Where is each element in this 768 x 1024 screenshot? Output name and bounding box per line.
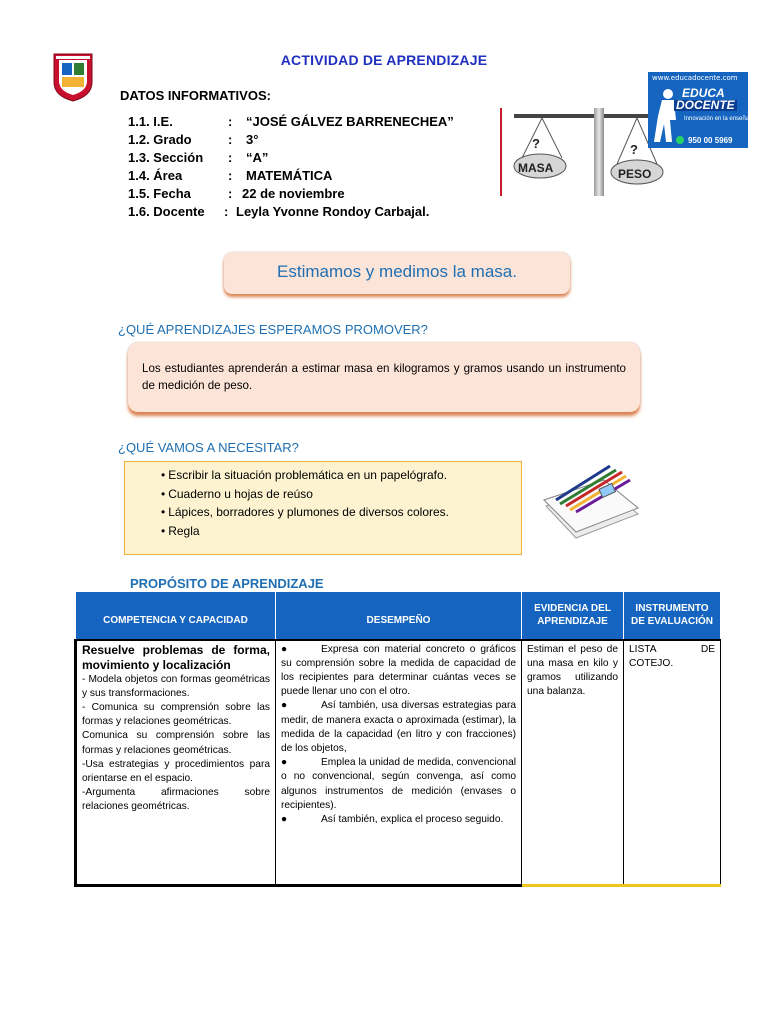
info-sep: : bbox=[228, 114, 233, 129]
list-item: • Escribir la situación problemática en un papelógrafo. bbox=[161, 466, 521, 485]
info-row-area bbox=[128, 168, 332, 183]
list-item: • Cuaderno u hojas de reúso bbox=[161, 485, 521, 504]
competencia-title: Resuelve problemas de forma, movimiento y localización bbox=[82, 642, 270, 672]
desempeno-cell bbox=[276, 640, 522, 886]
info-value: Leyla Yvonne Rondoy Carbajal. bbox=[236, 204, 430, 219]
info-value: 3° bbox=[246, 132, 259, 147]
header-evidencia: EVIDENCIA DEL APRENDIZAJE bbox=[522, 592, 624, 640]
info-label: 1.4. Área bbox=[128, 168, 183, 183]
desempeno-text: Así también, explica el proceso seguido. bbox=[321, 813, 504, 825]
list-item bbox=[281, 699, 516, 756]
evidencia-cell: Estiman el peso de una masa en kilo y gramos utilizando una balanza. bbox=[522, 640, 624, 886]
list-item: - Modela objetos con formas geométricas y sus transformaciones. bbox=[82, 673, 270, 699]
info-value: “JOSÉ GÁLVEZ BARRENECHEA” bbox=[246, 114, 454, 129]
balance-scale-image bbox=[500, 108, 660, 196]
badge-line2: DOCENTE bbox=[676, 98, 735, 112]
bullet-icon: ● bbox=[281, 700, 288, 712]
info-row-seccion bbox=[128, 150, 268, 165]
list-item: -Usa estrategias y procedimientos para orientarse en el espacio. bbox=[82, 758, 270, 784]
desempeno-text: Expresa con material concreto o gráficos su comprensión sobre la medida de capacidad de los recipientes para determinar cuántas veces se puede llenar uno con el otro. bbox=[281, 643, 516, 698]
scale-label-peso: PESO bbox=[618, 167, 652, 181]
desempeno-text: Emplea la unidad de medida, convencional o no convencional, según convenga, así como algunos instrumentos de medición (envases o recipientes). bbox=[281, 757, 516, 811]
info-value: 22 de noviembre bbox=[242, 186, 345, 201]
list-item: Comunica su comprensión sobre las formas y relaciones geométricas. bbox=[82, 730, 270, 756]
info-row-ie bbox=[128, 114, 454, 129]
page-title: ACTIVIDAD DE APRENDIZAJE bbox=[280, 52, 488, 68]
info-row-docente bbox=[128, 204, 429, 219]
desempeno-text: Así también, usa diversas estrategias para medir, de manera exacta o aproximada (estimar), la medida de la capacidad (en litro y con fracciones) de los objetos, bbox=[281, 700, 516, 754]
info-label: 1.1. I.E. bbox=[128, 114, 173, 129]
competencia-cell bbox=[76, 640, 276, 886]
info-row-fecha bbox=[128, 186, 345, 201]
info-sep: : bbox=[228, 150, 233, 165]
table-row bbox=[76, 640, 721, 886]
bullet-icon: ● bbox=[281, 813, 288, 825]
list-item: -Argumenta afirmaciones sobre relaciones geométricas. bbox=[82, 787, 270, 813]
header-instrumento: INSTRUMENTO DE EVALUACIÓN bbox=[624, 592, 721, 640]
list-item bbox=[281, 643, 516, 700]
educa-docente-badge bbox=[648, 72, 759, 148]
purpose-table bbox=[74, 591, 721, 887]
learn-heading: ¿QUÉ APRENDIZAJES ESPERAMOS PROMOVER? bbox=[118, 322, 428, 337]
list-item: • Lápices, borradores y plumones de diversos colores. bbox=[161, 503, 521, 522]
info-label: 1.5. Fecha bbox=[128, 186, 191, 201]
scale-mark-left: ? bbox=[532, 136, 540, 151]
scale-label-masa: MASA bbox=[518, 161, 554, 175]
list-item bbox=[281, 756, 516, 813]
bullet-icon: ● bbox=[281, 643, 288, 655]
learn-text-box: Los estudiantes aprenderán a estimar masa en kilogramos y gramos usando un instrumento de medición de peso. bbox=[128, 342, 640, 412]
header-desempeno: DESEMPEÑO bbox=[276, 592, 522, 640]
badge-line1: EDUCA bbox=[682, 86, 725, 100]
info-label: 1.6. Docente bbox=[128, 204, 205, 219]
info-value: “A” bbox=[246, 150, 269, 165]
info-label: 1.3. Sección bbox=[128, 150, 204, 165]
header-competencia: COMPETENCIA Y CAPACIDAD bbox=[76, 592, 276, 640]
whatsapp-icon bbox=[676, 136, 684, 144]
purpose-heading: PROPÓSITO DE APRENDIZAJE bbox=[130, 576, 324, 591]
info-label: 1.2. Grado bbox=[128, 132, 192, 147]
materials-box bbox=[124, 461, 522, 555]
info-sep: : bbox=[224, 204, 229, 219]
datos-informativos-heading: DATOS INFORMATIVOS: bbox=[120, 88, 271, 103]
badge-url: www.educadocente.com bbox=[652, 74, 738, 82]
info-row-grado bbox=[128, 132, 258, 147]
badge-tagline: Innovación en la enseñanza bbox=[684, 116, 759, 122]
list-item: • Regla bbox=[161, 522, 521, 541]
info-sep: : bbox=[228, 168, 233, 183]
badge-phone: 950 00 5969 bbox=[688, 136, 733, 145]
school-supplies-image bbox=[540, 460, 640, 538]
info-sep: : bbox=[228, 132, 233, 147]
bullet-icon: ● bbox=[281, 757, 288, 769]
list-item bbox=[281, 813, 516, 827]
info-value: MATEMÁTICA bbox=[246, 168, 333, 183]
instrumento-cell: LISTA DE COTEJO. bbox=[624, 640, 721, 886]
info-sep: : bbox=[228, 186, 233, 201]
table-header-row bbox=[76, 592, 721, 640]
need-heading: ¿QUÉ VAMOS A NECESITAR? bbox=[118, 440, 299, 455]
topic-title-box: Estimamos y medimos la masa. bbox=[224, 252, 570, 294]
scale-mark-right: ? bbox=[630, 142, 638, 157]
list-item: - Comunica su comprensión sobre las formas y relaciones geométricas. bbox=[82, 701, 270, 728]
